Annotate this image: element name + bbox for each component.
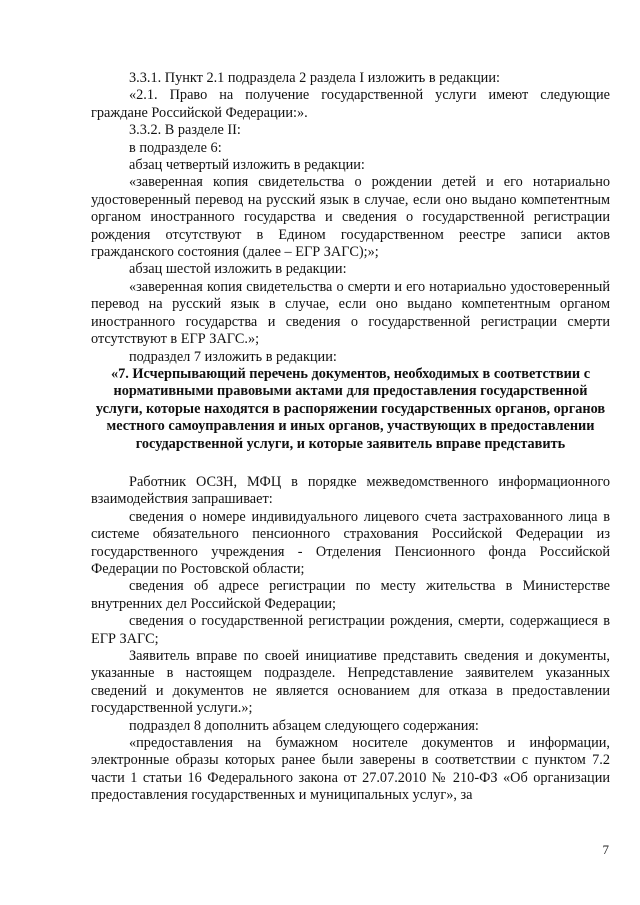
paragraph: Заявитель вправе по своей инициативе представить сведения и документы, указанные в настоящем подразделе. Непредставление заявителем указанных сведений и документов не является основанием для отказа в предоставлении государственной услуги.»; xyxy=(91,648,610,717)
paragraph: «заверенная копия свидетельства о рождении детей и его нотариально удостоверенный перевод на русский язык в случае, если оно выдано компетентным органом иностранного государства и сведения о государственной регистрации рождения отсутствуют в Едином государственном реестре записи актов гражданского состояния (далее – ЕГР ЗАГС);»; xyxy=(91,174,610,261)
paragraph: сведения об адресе регистрации по месту жительства в Министерстве внутренних дел Российской Федерации; xyxy=(91,578,610,612)
paragraph: «заверенная копия свидетельства о смерти и его нотариально удостоверенный перевод на русский язык в случае, если оно выдано компетентным органом иностранного государства и сведения о государственной регистрации смерти отсутствуют в ЕГР ЗАГС.»; xyxy=(91,278,610,348)
page-number: 7 xyxy=(602,842,609,857)
paragraph: 3.3.2. В разделе II: xyxy=(129,122,241,139)
paragraph: подраздел 8 дополнить абзацем следующего содержания: xyxy=(129,717,479,734)
paragraph: сведения о государственной регистрации рождения, смерти, содержащиеся в ЕГР ЗАГС; xyxy=(91,613,610,647)
paragraph: «2.1. Право на получение государственной услуги имеют следующие граждане Российской Федерации:». xyxy=(91,87,610,121)
paragraph: 3.3.1. Пункт 2.1 подраздела 2 раздела I изложить в редакции: xyxy=(129,70,500,86)
paragraph: в подразделе 6: xyxy=(129,139,222,156)
paragraph: подраздел 7 изложить в редакции: xyxy=(129,348,337,365)
document-body xyxy=(91,70,610,805)
paragraph: «предоставления на бумажном носителе документов и информации, электронные образы которых ранее были заверены в соответствии с пунктом 7.2 части 1 статьи 16 Федерального закона от 27.07.2010 № 210-ФЗ «Об организации предоставления государственных и муниципальных услуг», за xyxy=(91,735,610,804)
paragraph: Работник ОСЗН, МФЦ в порядке межведомственного информационного взаимодействия запрашивает: xyxy=(91,473,610,508)
spacer xyxy=(91,453,610,474)
paragraph: сведения о номере индивидуального лицевого счета застрахованного лица в системе обязательного пенсионного страхования Российской Федерации из государственного учреждения - Отделения Пенсионного фонда Российской Федерации по Ростовской области; xyxy=(91,508,610,577)
paragraph: абзац шестой изложить в редакции: xyxy=(129,261,347,278)
paragraph: абзац четвертый изложить в редакции: xyxy=(129,157,365,174)
section-heading: «7. Исчерпывающий перечень документов, необходимых в соответствии с нормативными правовыми актами для предоставления государственной услуги, которые находятся в распоряжении государственных органов, органов местного самоуправления и иных органов, участвующих в предоставлении государственной услуги, и которые заявитель вправе представить xyxy=(95,365,606,452)
